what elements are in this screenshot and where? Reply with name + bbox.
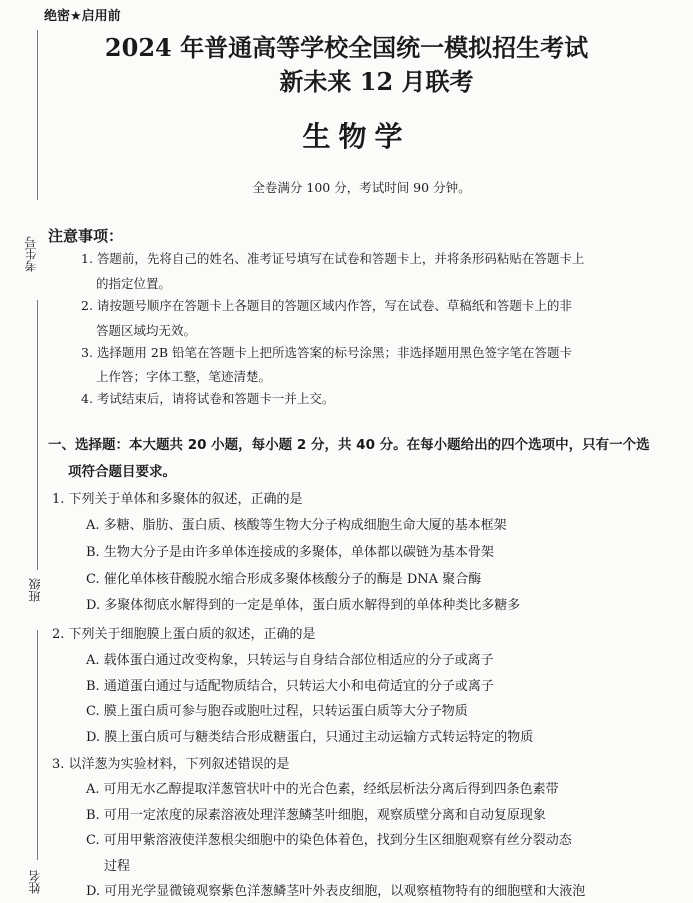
question-1-option-c: C. 催化单体核苷酸脱水缩合形成多聚体核酸分子的酶是 DNA 聚合酶 [86, 572, 482, 587]
question-2-stem: 2. 下列关于细胞膜上蛋白质的叙述，正确的是 [52, 627, 316, 642]
question-2-option-d: D. 膜上蛋白质可与糖类结合形成糖蛋白，只通过主动运输方式转运特定的物质 [86, 730, 534, 745]
exam-subtitle: 新未来 12 月联考 [279, 67, 474, 96]
side-label-exam-no: 考生号 [24, 236, 38, 272]
exam-meta: 全卷满分 100 分，考试时间 90 分钟。 [252, 180, 471, 195]
note-3-line1: 3. 选择题用 2B 铅笔在答题卡上把所选答案的标号涂黑；非选择题用黑色签字笔在答题卡 [81, 345, 572, 360]
question-2-option-c: C. 膜上蛋白质可参与胞吞或胞吐过程，只转运蛋白质等大分子物质 [86, 704, 468, 719]
section-heading-cont: 项符合题目要求。 [68, 464, 176, 480]
secret-mark: 绝密★启用前 [44, 9, 121, 24]
question-3-option-d: D. 可用光学显微镜观察紫色洋葱鳞茎叶外表皮细胞，以观察植物特有的细胞壁和大液泡 [86, 884, 586, 899]
question-1-option-a: A. 多糖、脂肪、蛋白质、核酸等生物大分子构成细胞生命大厦的基本框架 [86, 518, 507, 533]
question-3-option-c-cont: 过程 [104, 859, 131, 874]
question-1-option-d: D. 多聚体彻底水解得到的一定是单体，蛋白质水解得到的单体种类比多糖多 [86, 598, 521, 613]
exam-title: 2024 年普通高等学校全国统一模拟招生考试 [104, 33, 589, 62]
question-1-option-b: B. 生物大分子是由许多单体连接成的多聚体，单体都以碳链为基本骨架 [86, 545, 494, 560]
question-3-stem: 3. 以洋葱为实验材料，下列叙述错误的是 [52, 757, 290, 772]
question-1-stem: 1. 下列关于单体和多聚体的叙述，正确的是 [52, 492, 303, 507]
subject-title: 生物学 [302, 120, 411, 153]
question-2-option-a: A. 载体蛋白通过改变构象，只转运与自身结合部位相适应的分子或离子 [86, 653, 494, 668]
note-2-line2: 答题区域均无效。 [96, 323, 197, 338]
margin-line-mid [37, 300, 38, 570]
note-1-line2: 的指定位置。 [96, 276, 172, 291]
question-2-option-b: B. 通道蛋白通过与适配物质结合，只转运大小和电荷适宜的分子或离子 [86, 679, 494, 694]
question-3-option-c: C. 可用甲紫溶液使洋葱根尖细胞中的染色体着色，找到分生区细胞观察有丝分裂动态 [86, 833, 572, 848]
section-heading: 一、选择题：本大题共 20 小题，每小题 2 分，共 40 分。在每小题给出的四个选项中，只有一个选 [48, 437, 650, 453]
side-label-class: 班级 [28, 578, 42, 602]
note-1-line1: 1. 答题前，先将自己的姓名、准考证号填写在试卷和答题卡上，并将条形码粘贴在答题卡上 [81, 251, 585, 266]
note-4-line1: 4. 考试结束后，请将试卷和答题卡一并上交。 [81, 391, 335, 406]
note-3-line2: 上作答；字体工整，笔迹清楚。 [96, 369, 272, 384]
question-3-option-a: A. 可用无水乙醇提取洋葱管状叶中的光合色素，经纸层析法分离后得到四条色素带 [86, 782, 559, 797]
side-label-name: 姓名 [28, 870, 42, 894]
margin-line-low [37, 630, 38, 860]
question-3-option-b: B. 可用一定浓度的尿素溶液处理洋葱鳞茎叶细胞，观察质壁分离和自动复原现象 [86, 808, 546, 823]
notes-heading: 注意事项： [48, 227, 124, 245]
note-2-line1: 2. 请按题号顺序在答题卡上各题目的答题区域内作答，写在试卷、草稿纸和答题卡上的非 [81, 298, 572, 313]
